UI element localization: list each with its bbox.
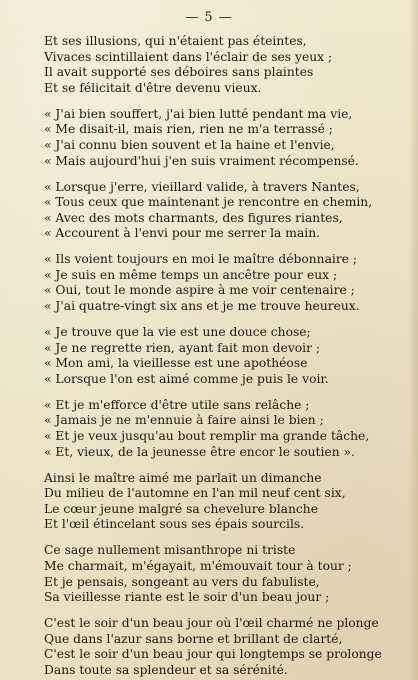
verse-line: « Et, vieux, de la jeunesse être encor le soutien ». bbox=[44, 444, 355, 459]
verse-line: Et se félicitait d'être devenu vieux. bbox=[44, 80, 262, 95]
verse-line: Me charmait, m'égayait, m'émouvait tour à tour ; bbox=[44, 558, 352, 573]
verse-line: « Jamais je ne m'ennuie à faire ainsi le bien ; bbox=[44, 413, 324, 428]
stanza-3 bbox=[44, 180, 414, 242]
stanza-9 bbox=[44, 616, 414, 678]
verse-line: Et je pensais, songeant au vers du fabuliste, bbox=[44, 574, 320, 589]
verse-line: Sa vieillesse riante est le soir d'un beau jour ; bbox=[44, 590, 330, 605]
verse-line: Et l'œil étincelant sous ses épais sourcils. bbox=[44, 517, 305, 532]
stanza-4 bbox=[44, 252, 414, 314]
verse-line: « J'ai quatre-vingt six ans et je me trouve heureux. bbox=[44, 299, 360, 314]
verse-line: « Et je m'efforce d'être utile sans relâche ; bbox=[44, 397, 310, 412]
verse-line: Vivaces scintillaient dans l'éclair de ses yeux ; bbox=[44, 49, 333, 64]
verse-line: Et ses illusions, qui n'étaient pas éteintes, bbox=[44, 34, 307, 48]
verse-line: Ce sage nullement misanthrope ni triste bbox=[44, 543, 296, 558]
verse-line: « Ils voient toujours en moi le maître débonnaire ; bbox=[44, 252, 358, 267]
verse-line: Le cœur jeune malgré sa chevelure blanche bbox=[44, 501, 318, 516]
verse-line: « Accourent à l'envi pour me serrer la main. bbox=[44, 226, 321, 241]
stanza-1 bbox=[44, 34, 414, 96]
verse-line: C'est le soir d'un beau jour où l'œil charmé ne plonge bbox=[44, 616, 379, 631]
stanza-8 bbox=[44, 543, 414, 605]
verse-line: « Oui, tout le monde aspire à me voir centenaire ; bbox=[44, 283, 355, 298]
verse-line: Il avait supporté ses déboires sans plaintes bbox=[44, 65, 314, 80]
stanza-5 bbox=[44, 325, 414, 387]
verse-line: « Je ne regrette rien, ayant fait mon devoir ; bbox=[44, 340, 321, 355]
verse-line: « Me disait-il, mais rien, rien ne m'a terrassé ; bbox=[44, 122, 333, 137]
stanza-2 bbox=[44, 107, 414, 169]
stanza-6 bbox=[44, 398, 414, 460]
verse-line: « Mais aujourd'hui j'en suis vraiment récompensé. bbox=[44, 153, 359, 168]
poem-text bbox=[44, 34, 414, 680]
verse-line: « J'ai bien souffert, j'ai bien lutté pendant ma vie, bbox=[44, 106, 353, 121]
verse-line: « Lorsque j'erre, vieillard valide, à travers Nantes, bbox=[44, 179, 360, 194]
verse-line: « Je trouve que la vie est une douce chose; bbox=[44, 325, 311, 340]
verse-line: Que dans l'azur sans borne et brillant de clarté, bbox=[44, 631, 343, 646]
verse-line: « Je suis en même temps un ancêtre pour eux ; bbox=[44, 267, 338, 282]
verse-line: Ainsi le maître aimé me parlait un dimanche bbox=[44, 470, 322, 485]
verse-line: Dans toute sa splendeur et sa sérénité. bbox=[44, 662, 288, 677]
verse-line: « Et je veux jusqu'au bout remplir ma grande tâche, bbox=[44, 429, 370, 444]
verse-line: « Lorsque l'on est aimé comme je puis le voir. bbox=[44, 371, 329, 386]
verse-line: Du milieu de l'automne en l'an mil neuf cent six, bbox=[44, 486, 346, 501]
verse-line: C'est le soir d'un beau jour qui longtemps se prolonge bbox=[44, 647, 382, 662]
page-number: — 5 — bbox=[185, 10, 233, 25]
verse-line: « Mon ami, la vieillesse est une apothéose bbox=[44, 356, 308, 371]
stanza-7 bbox=[44, 471, 414, 533]
verse-line: « J'ai connu bien souvent et la haine et l'envie, bbox=[44, 137, 335, 152]
verse-line: « Avec des mots charmants, des figures riantes, bbox=[44, 210, 343, 225]
verse-line: « Tous ceux que maintenant je rencontre en chemin, bbox=[44, 195, 373, 210]
